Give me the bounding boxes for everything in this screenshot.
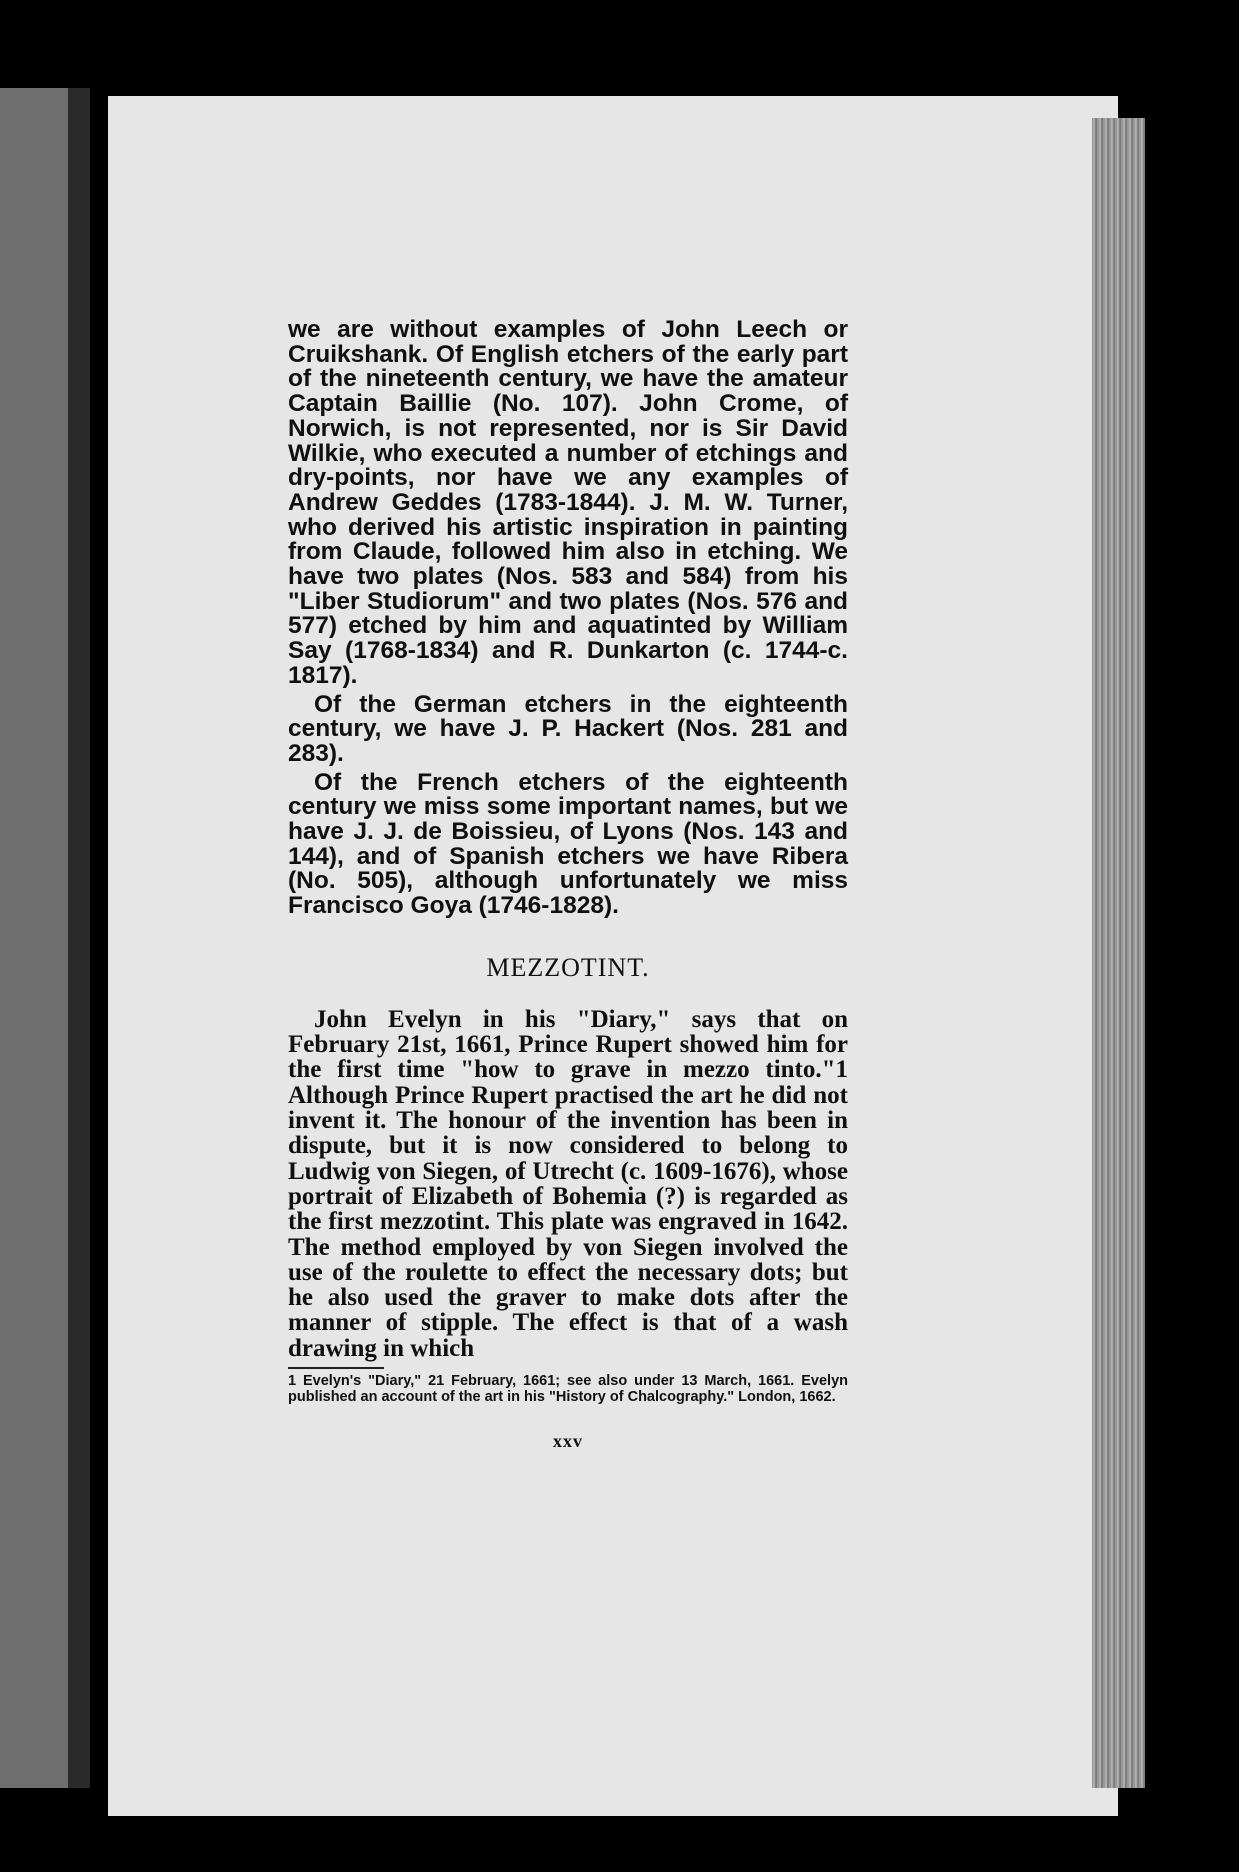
paragraph-etchers-german: Of the German etchers in the eighteenth century, we have J. P. Hackert (Nos. 281 and 283). <box>288 690 848 767</box>
page-stack-edge <box>1092 118 1145 1788</box>
left-page-edge <box>0 88 90 1788</box>
gutter-shadow <box>68 88 90 1788</box>
footnote: 1 Evelyn's "Diary," 21 February, 1661; see also under 13 March, 1661. Evelyn published an account of the art in his "History of Chalcography." London, 1662. <box>288 1373 848 1406</box>
paragraph-etchers-english: we are without examples of John Leech or Cruikshank. Of English etchers of the early part of the nineteenth century, we have the amateur Captain Baillie (No. 107). John Crome, of Norwich, is not represented, nor is Sir David Wilkie, who executed a number of etchings and dry-points, nor have we any examples of Andrew Geddes (1783-1844). J. M. W. Turner, who derived his artistic inspiration in painting from Claude, followed him also in etching. We have two plates (Nos. 583 and 584) from his "Liber Studiorum" and two plates (Nos. 576 and 577) etched by him and aquatinted by William Say (1768-1834) and R. Dunkarton (c. 1744-c. 1817). <box>288 316 848 689</box>
page-number: xxv <box>553 1431 583 1452</box>
section-heading: MEZZOTINT. <box>486 952 650 982</box>
paragraph-mezzotint: John Evelyn in his "Diary," says that on February 21st, 1661, Prince Rupert showed him for the first time "how to grave in mezzo tinto."1 Although Prince Rupert practised the art he did not invent it. The honour of the invention has been in dispute, but it is now considered to belong to Ludwig von Siegen, of Utrecht (c. 1609-1676), whose portrait of Elizabeth of Bohemia (?) is regarded as the first mezzotint. This plate was engraved in 1642. The method employed by von Siegen involved the use of the roulette to effect the necessary dots; but he also used the graver to make dots after the manner of stipple. The effect is that of a wash drawing in which <box>288 1005 848 1362</box>
text-block <box>288 318 848 1452</box>
footnote-rule <box>288 1367 384 1369</box>
paragraph-etchers-french: Of the French etchers of the eighteenth century we miss some important names, but we have J. J. de Boissieu, of Lyons (Nos. 143 and 144), and of Spanish etchers we have Ribera (No. 505), although unfortunately we miss Francisco Goya (1746-1828). <box>288 768 848 920</box>
